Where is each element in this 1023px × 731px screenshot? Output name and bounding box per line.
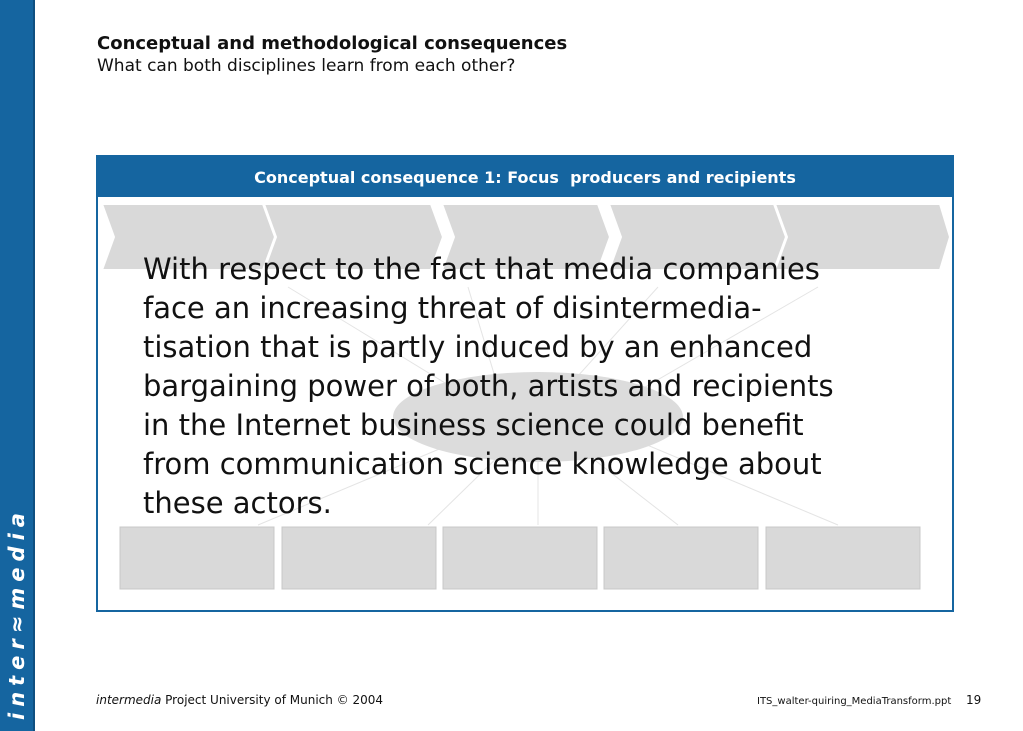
footer-filename: ITS_walter-quiring_MediaTransform.ppt [757,696,952,707]
sidebar-divider [33,0,35,731]
bottom-box-5 [766,527,920,589]
slide-subtitle: What can both disciplines learn from each other? [97,56,516,76]
bottom-boxes [120,527,920,589]
bottom-box-4 [604,527,758,589]
bottom-box-2 [282,527,436,589]
page-number: 19 [966,693,982,707]
bottom-box-1 [120,527,274,589]
slide-title: Conceptual and methodological consequences [97,33,568,54]
panel-header: Conceptual consequence 1: Focus producers and recipients [98,157,952,197]
intermedia-logo: inter≈media [5,507,29,720]
body-text: With respect to the fact that media companies face an increasing threat of disintermedia- tisation that is partly induced by an enhanced bargaining power of both, artists and recipients in the Internet business science could benefit from communication science knowledge about these actors. [143,252,834,520]
footer-credit [96,693,383,707]
footer-brand: intermedia [96,693,162,707]
footer-org: Project University of Munich © 2004 [161,693,384,707]
bottom-box-3 [443,527,597,589]
